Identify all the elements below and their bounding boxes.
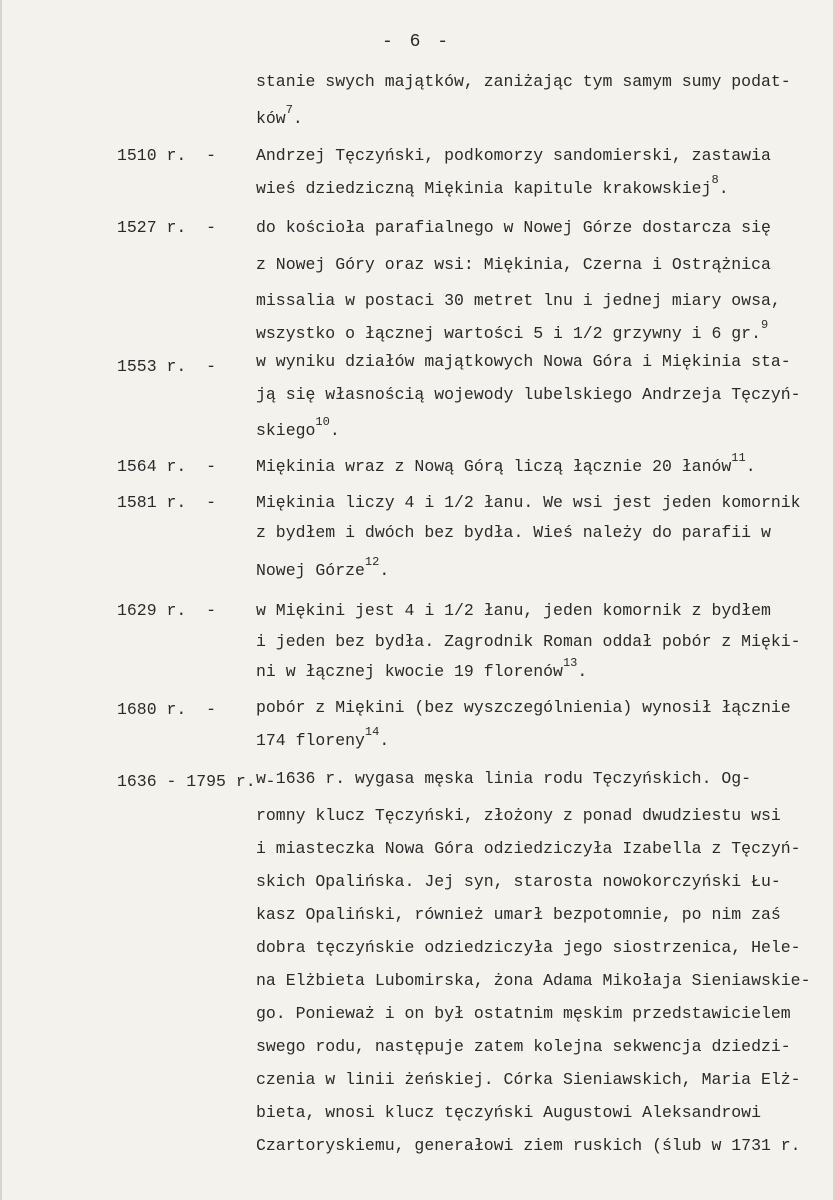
line-text: ni w łącznej kwocie 19 florenów <box>256 662 563 681</box>
line-text: w wyniku działów majątkowych Nowa Góra i Miękinia sta- <box>256 352 791 371</box>
entry-date: 1527 r. - <box>117 218 217 237</box>
line-punctuation: . <box>379 731 390 750</box>
entry-text-line <box>256 698 791 717</box>
line-text: i miasteczka Nowa Góra odziedziczyła Izabella z Tęczyń- <box>256 839 801 858</box>
line-text: Andrzej Tęczyński, podkomorzy sandomierski, zastawia <box>256 146 771 165</box>
entry-text-line <box>256 103 303 128</box>
entry-text-line <box>256 451 756 476</box>
line-text: wieś dziedziczną Miękinia kapitule krakowskiej <box>256 179 712 198</box>
line-text: w Miękini jest 4 i 1/2 łanu, jeden komornik z bydłem <box>256 601 771 620</box>
entry-text-line <box>256 971 811 990</box>
entry-text-line <box>256 1004 791 1023</box>
line-text: z Nowej Góry oraz wsi: Miękinia, Czerna i Ostrążnica <box>256 255 771 274</box>
entry-text-line <box>256 523 771 542</box>
page-number: - 6 - <box>382 32 452 52</box>
entry-text-line <box>256 1136 801 1155</box>
entry-date: 1564 r. - <box>117 457 217 476</box>
line-text: dobra tęczyńskie odziedziczyła jego siostrzenica, Hele- <box>256 938 801 957</box>
entry-text-line <box>256 905 781 924</box>
entry-text-line <box>256 601 771 620</box>
footnote-marker: 7 <box>285 103 293 117</box>
line-text: go. Ponieważ i on był ostatnim męskim przedstawicielem <box>256 1004 791 1023</box>
line-text: swego rodu, następuje zatem kolejna sekwencja dziedzi- <box>256 1037 791 1056</box>
line-text: kasz Opaliński, również umarł bezpotomnie, po nim zaś <box>256 905 781 924</box>
footnote-marker: 9 <box>760 318 769 332</box>
entry-text-line <box>256 218 771 237</box>
entry-text-line <box>256 725 390 750</box>
line-text: ją się własnością wojewody lubelskiego Andrzeja Tęczyń- <box>256 385 801 404</box>
line-text: romny klucz Tęczyński, złożony z ponad dwudziestu wsi <box>256 806 781 825</box>
line-text: 174 floreny <box>256 731 365 750</box>
entry-text-line <box>256 1070 801 1089</box>
footnote-marker: 10 <box>315 415 330 429</box>
line-text: pobór z Miękini (bez wyszczególnienia) wynosił łącznie <box>256 698 791 717</box>
entry-text-line <box>256 352 791 371</box>
entry-date: 1680 r. - <box>117 700 217 719</box>
entry-text-line <box>256 173 729 198</box>
entry-text-line <box>256 769 751 788</box>
line-text: ków <box>256 109 286 128</box>
line-text: czenia w linii żeńskiej. Córka Sieniawskich, Maria Elż- <box>256 1070 801 1089</box>
footnote-marker: 14 <box>364 725 380 739</box>
entry-text-line <box>256 555 390 580</box>
line-text: bieta, wnosi klucz tęczyński Augustowi Aleksandrowi <box>256 1103 761 1122</box>
entry-date: 1553 r. - <box>117 357 217 376</box>
entry-text-line <box>256 493 801 512</box>
line-text: Miękinia wraz z Nową Górą liczą łącznie 20 łanów <box>256 457 732 476</box>
entry-text-line <box>256 72 791 91</box>
entry-text-line <box>256 318 769 343</box>
page-edge-left <box>0 0 2 1200</box>
line-punctuation: . <box>745 457 756 476</box>
entry-text-line <box>256 806 781 825</box>
line-text: z bydłem i dwóch bez bydła. Wieś należy do parafii w <box>256 523 771 542</box>
line-text: missalia w postaci 30 metret lnu i jednej miary owsa, <box>256 291 781 310</box>
footnote-marker: 13 <box>562 656 578 670</box>
entry-text-line <box>256 1037 791 1056</box>
entry-text-line <box>256 839 801 858</box>
line-text: w 1636 r. wygasa męska linia rodu Tęczyńskich. Og- <box>256 769 752 788</box>
line-text: Nowej Górze <box>256 561 365 580</box>
entry-date: 1510 r. - <box>117 146 217 165</box>
entry-text-line <box>256 1103 761 1122</box>
entry-text-line <box>256 415 340 440</box>
entry-text-line <box>256 938 801 957</box>
line-punctuation: . <box>329 421 340 440</box>
entry-text-line <box>256 291 781 310</box>
line-text: Miękinia liczy 4 i 1/2 łanu. We wsi jest jeden komornik <box>256 493 801 512</box>
entry-text-line <box>256 255 771 274</box>
entry-text-line <box>256 385 801 404</box>
entry-text-line <box>256 872 781 891</box>
footnote-marker: 11 <box>731 451 746 465</box>
line-text: wszystko o łącznej wartości 5 i 1/2 grzywny i 6 gr. <box>256 324 761 343</box>
footnote-marker: 12 <box>364 555 380 569</box>
line-punctuation: . <box>379 561 390 580</box>
line-text: Czartoryskiemu, generałowi ziem ruskich (ślub w 1731 r. <box>256 1136 801 1155</box>
line-punctuation: . <box>718 179 729 198</box>
footnote-marker: 8 <box>711 173 719 187</box>
line-text: do kościoła parafialnego w Nowej Górze dostarcza się <box>256 218 771 237</box>
line-text: skiego <box>256 421 316 440</box>
entry-text-line <box>256 146 771 165</box>
line-text: stanie swych majątków, zaniżając tym samym sumy podat- <box>256 72 791 91</box>
entry-text-line <box>256 656 588 681</box>
line-punctuation: . <box>292 109 303 128</box>
line-text: skich Opalińska. Jej syn, starosta nowokorczyński Łu- <box>256 872 781 891</box>
entry-date: 1581 r. - <box>117 493 217 512</box>
line-text: na Elżbieta Lubomirska, żona Adama Mikołaja Sieniawskie- <box>256 971 811 990</box>
line-text: i jeden bez bydła. Zagrodnik Roman oddał pobór z Mięki- <box>256 632 801 651</box>
entry-date: 1629 r. - <box>117 601 217 620</box>
entry-date: 1636 - 1795 r. - <box>117 772 276 791</box>
line-punctuation: . <box>577 662 588 681</box>
entry-text-line <box>256 632 801 651</box>
